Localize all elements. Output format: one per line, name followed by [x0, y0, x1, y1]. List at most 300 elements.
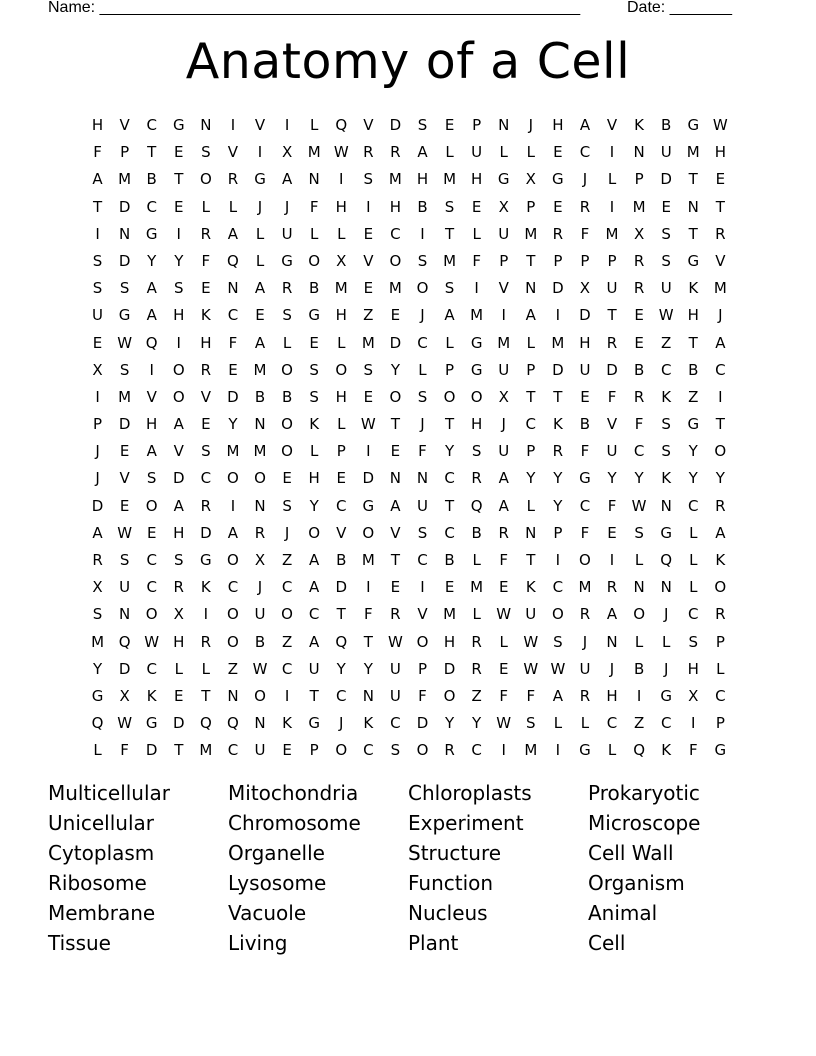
grid-letter[interactable]: B	[688, 360, 699, 379]
grid-letter[interactable]: T	[147, 143, 157, 162]
grid-letter[interactable]: V	[390, 523, 401, 542]
grid-letter[interactable]: S	[634, 523, 644, 542]
grid-letter[interactable]: J	[339, 714, 344, 733]
grid-letter[interactable]: A	[173, 496, 184, 515]
grid-letter[interactable]: T	[201, 686, 211, 705]
grid-letter[interactable]: R	[498, 523, 509, 542]
grid-letter[interactable]: O	[281, 415, 293, 434]
grid-letter[interactable]: E	[119, 496, 130, 515]
grid-letter[interactable]: O	[335, 741, 348, 760]
grid-letter[interactable]: M	[686, 143, 700, 162]
grid-letter[interactable]: R	[633, 387, 645, 406]
grid-letter[interactable]: J	[420, 415, 425, 434]
grid-letter[interactable]: A	[309, 551, 320, 569]
grid-letter[interactable]: R	[579, 605, 591, 624]
grid-letter[interactable]: O	[281, 605, 293, 624]
grid-letter[interactable]: C	[688, 605, 699, 624]
grid-letter[interactable]: G	[687, 116, 700, 134]
grid-letter[interactable]: S	[92, 251, 103, 270]
grid-letter[interactable]: C	[363, 741, 374, 760]
grid-letter[interactable]: T	[715, 197, 725, 216]
grid-letter[interactable]: O	[172, 360, 185, 379]
grid-letter[interactable]: P	[336, 442, 346, 461]
grid-letter[interactable]: G	[145, 714, 158, 733]
grid-letter[interactable]: C	[200, 469, 212, 488]
grid-letter[interactable]: E	[174, 143, 184, 162]
grid-letter[interactable]: L	[282, 333, 292, 352]
grid-letter[interactable]: L	[499, 143, 508, 162]
grid-letter[interactable]: L	[309, 224, 319, 243]
grid-letter[interactable]: N	[119, 605, 131, 624]
grid-letter[interactable]: N	[416, 469, 429, 488]
grid-letter[interactable]: Y	[634, 469, 644, 488]
grid-letter[interactable]: L	[634, 632, 644, 651]
grid-letter[interactable]: L	[418, 360, 427, 379]
grid-letter[interactable]: G	[91, 686, 104, 705]
grid-letter[interactable]: H	[606, 686, 618, 705]
grid-letter[interactable]: F	[526, 686, 536, 705]
grid-letter[interactable]: X	[254, 551, 266, 569]
grid-letter[interactable]: K	[661, 741, 672, 760]
grid-letter[interactable]: I	[95, 387, 100, 406]
grid-letter[interactable]: N	[687, 197, 699, 216]
grid-letter[interactable]: S	[417, 387, 428, 406]
grid-letter[interactable]: A	[227, 523, 239, 542]
grid-letter[interactable]: Z	[281, 551, 293, 569]
grid-letter[interactable]: L	[472, 551, 481, 569]
grid-letter[interactable]: F	[688, 741, 698, 760]
grid-letter[interactable]: P	[634, 170, 644, 189]
grid-letter[interactable]: T	[526, 387, 536, 406]
grid-letter[interactable]: O	[714, 442, 727, 461]
grid-letter[interactable]: V	[498, 279, 509, 298]
grid-letter[interactable]: D	[389, 333, 402, 352]
grid-letter[interactable]: R	[715, 496, 726, 515]
grid-letter[interactable]: P	[445, 360, 455, 379]
grid-letter[interactable]: S	[119, 279, 130, 298]
grid-letter[interactable]: B	[309, 279, 320, 298]
grid-letter[interactable]: D	[362, 469, 375, 488]
grid-letter[interactable]: A	[579, 116, 591, 134]
grid-letter[interactable]: L	[255, 224, 265, 243]
grid-letter[interactable]: L	[526, 333, 535, 352]
grid-letter[interactable]: T	[390, 551, 400, 569]
grid-letter[interactable]: T	[336, 605, 346, 624]
grid-letter[interactable]: G	[254, 170, 266, 189]
grid-letter[interactable]: R	[227, 170, 239, 189]
grid-letter[interactable]: L	[499, 632, 508, 651]
grid-letter[interactable]: W	[387, 632, 403, 651]
grid-letter[interactable]: O	[443, 686, 456, 705]
grid-letter[interactable]: L	[309, 442, 319, 461]
grid-letter[interactable]: S	[146, 469, 157, 488]
grid-letter[interactable]: B	[417, 197, 428, 216]
grid-letter[interactable]: T	[688, 170, 698, 189]
grid-letter[interactable]: F	[309, 197, 319, 216]
grid-letter[interactable]: M	[443, 170, 457, 189]
grid-letter[interactable]: D	[172, 469, 185, 488]
grid-letter[interactable]: J	[663, 659, 669, 678]
grid-letter[interactable]: A	[254, 333, 266, 352]
grid-letter[interactable]: J	[528, 116, 533, 134]
grid-letter[interactable]: A	[146, 279, 157, 298]
grid-letter[interactable]: E	[580, 387, 590, 406]
grid-letter[interactable]: L	[309, 116, 319, 134]
grid-letter[interactable]: E	[444, 578, 455, 597]
grid-letter[interactable]: U	[498, 224, 510, 243]
grid-letter[interactable]: N	[254, 415, 266, 434]
grid-letter[interactable]: C	[308, 605, 320, 624]
grid-letter[interactable]: G	[118, 306, 131, 325]
grid-letter[interactable]: X	[633, 224, 645, 243]
grid-letter[interactable]: Y	[444, 714, 455, 733]
grid-letter[interactable]: J	[501, 415, 506, 434]
grid-letter[interactable]: D	[660, 170, 672, 189]
grid-letter[interactable]: S	[471, 442, 482, 461]
grid-letter[interactable]: O	[227, 632, 239, 651]
grid-letter[interactable]: I	[609, 197, 615, 216]
grid-letter[interactable]: N	[606, 632, 618, 651]
grid-letter[interactable]: X	[173, 605, 184, 624]
grid-letter[interactable]: U	[498, 360, 510, 379]
grid-letter[interactable]: X	[92, 360, 103, 379]
grid-letter[interactable]: C	[336, 496, 347, 515]
grid-letter[interactable]: M	[388, 279, 402, 298]
grid-letter[interactable]: S	[444, 279, 455, 298]
grid-letter[interactable]: L	[337, 333, 346, 352]
grid-letter[interactable]: H	[173, 632, 185, 651]
grid-letter[interactable]: O	[308, 523, 321, 542]
grid-letter[interactable]: F	[580, 442, 590, 461]
grid-letter[interactable]: N	[200, 116, 212, 134]
grid-letter[interactable]: L	[337, 415, 346, 434]
grid-letter[interactable]: H	[579, 333, 591, 352]
grid-letter[interactable]: M	[226, 442, 240, 461]
grid-letter[interactable]: W	[117, 333, 133, 352]
grid-letter[interactable]: L	[689, 578, 698, 597]
grid-letter[interactable]: X	[579, 279, 591, 298]
grid-letter[interactable]: U	[498, 442, 510, 461]
grid-letter[interactable]: O	[389, 251, 402, 270]
grid-letter[interactable]: J	[284, 523, 290, 542]
grid-letter[interactable]: A	[227, 224, 239, 243]
grid-letter[interactable]: A	[146, 306, 157, 325]
grid-letter[interactable]: S	[661, 251, 671, 270]
grid-letter[interactable]: Q	[335, 632, 348, 651]
grid-letter[interactable]: S	[553, 632, 563, 651]
grid-letter[interactable]: P	[526, 197, 536, 216]
grid-letter[interactable]: S	[688, 632, 699, 651]
grid-letter[interactable]: F	[364, 605, 373, 624]
grid-letter[interactable]: Y	[336, 659, 346, 678]
grid-letter[interactable]: S	[201, 442, 211, 461]
grid-letter[interactable]: N	[633, 143, 645, 162]
grid-letter[interactable]: O	[254, 686, 266, 705]
grid-letter[interactable]: O	[714, 578, 727, 597]
grid-letter[interactable]: S	[309, 360, 319, 379]
grid-letter[interactable]: H	[470, 415, 483, 434]
grid-letter[interactable]: M	[334, 279, 348, 298]
grid-letter[interactable]: S	[174, 551, 184, 569]
grid-letter[interactable]: R	[552, 224, 564, 243]
grid-letter[interactable]: U	[579, 360, 591, 379]
grid-letter[interactable]: E	[715, 170, 726, 189]
grid-letter[interactable]: T	[444, 496, 455, 515]
grid-letter[interactable]: J	[95, 469, 100, 488]
grid-letter[interactable]: Z	[633, 714, 645, 733]
grid-letter[interactable]: I	[636, 686, 642, 705]
grid-letter[interactable]: E	[119, 442, 130, 461]
grid-letter[interactable]: P	[309, 741, 319, 760]
grid-letter[interactable]: C	[227, 578, 239, 597]
grid-letter[interactable]: E	[553, 143, 563, 162]
grid-letter[interactable]: F	[93, 143, 102, 162]
grid-letter[interactable]: Z	[281, 632, 293, 651]
grid-letter[interactable]: I	[339, 170, 344, 189]
grid-letter[interactable]: E	[228, 360, 238, 379]
grid-letter[interactable]: L	[689, 551, 698, 569]
grid-letter[interactable]: J	[420, 306, 425, 325]
grid-letter[interactable]: P	[580, 251, 590, 270]
grid-letter[interactable]: A	[525, 306, 536, 325]
grid-letter[interactable]: C	[281, 578, 293, 597]
grid-letter[interactable]: K	[688, 279, 699, 298]
grid-letter[interactable]: H	[91, 116, 104, 134]
grid-letter[interactable]: G	[687, 251, 700, 270]
grid-letter[interactable]: L	[255, 251, 265, 270]
grid-letter[interactable]: G	[714, 741, 727, 760]
grid-letter[interactable]: K	[715, 551, 726, 569]
grid-letter[interactable]: R	[471, 632, 482, 651]
grid-letter[interactable]: X	[498, 387, 509, 406]
grid-letter[interactable]: V	[417, 605, 428, 624]
grid-letter[interactable]: N	[362, 686, 374, 705]
grid-letter[interactable]: L	[634, 551, 644, 569]
grid-letter[interactable]: Y	[688, 442, 698, 461]
grid-letter[interactable]: C	[660, 714, 672, 733]
grid-letter[interactable]: C	[525, 415, 537, 434]
grid-letter[interactable]: S	[119, 360, 130, 379]
grid-letter[interactable]: M	[605, 224, 619, 243]
grid-letter[interactable]: T	[688, 224, 698, 243]
grid-letter[interactable]: G	[145, 224, 158, 243]
grid-letter[interactable]: I	[501, 306, 506, 325]
grid-letter[interactable]: I	[420, 224, 425, 243]
grid-letter[interactable]: G	[660, 686, 672, 705]
grid-letter[interactable]: M	[361, 551, 375, 569]
grid-letter[interactable]: E	[146, 523, 157, 542]
grid-letter[interactable]: U	[471, 143, 483, 162]
grid-letter[interactable]: R	[606, 578, 618, 597]
grid-letter[interactable]: Q	[145, 333, 158, 352]
grid-letter[interactable]: U	[119, 578, 131, 597]
grid-letter[interactable]: C	[606, 714, 618, 733]
grid-letter[interactable]: C	[417, 333, 428, 352]
grid-letter[interactable]: Y	[472, 714, 482, 733]
grid-letter[interactable]: A	[146, 442, 157, 461]
grid-letter[interactable]: S	[282, 306, 292, 325]
grid-letter[interactable]: D	[579, 306, 591, 325]
grid-letter[interactable]: E	[363, 387, 374, 406]
grid-letter[interactable]: S	[444, 197, 455, 216]
grid-letter[interactable]: T	[607, 306, 617, 325]
grid-letter[interactable]: D	[416, 714, 429, 733]
grid-letter[interactable]: X	[92, 578, 103, 597]
grid-letter[interactable]: R	[633, 279, 645, 298]
grid-letter[interactable]: I	[609, 143, 615, 162]
grid-letter[interactable]: H	[470, 170, 483, 189]
grid-letter[interactable]: W	[360, 415, 376, 434]
grid-letter[interactable]: I	[284, 116, 290, 134]
grid-letter[interactable]: B	[444, 551, 455, 569]
grid-letter[interactable]: F	[472, 251, 481, 270]
grid-letter[interactable]: Q	[227, 714, 239, 733]
grid-letter[interactable]: L	[607, 741, 617, 760]
grid-letter[interactable]: H	[173, 306, 185, 325]
grid-letter[interactable]: J	[257, 578, 263, 597]
grid-letter[interactable]: X	[688, 686, 699, 705]
grid-letter[interactable]: L	[201, 659, 211, 678]
grid-letter[interactable]: C	[444, 469, 455, 488]
grid-letter[interactable]: N	[660, 578, 672, 597]
grid-letter[interactable]: J	[257, 197, 263, 216]
grid-letter[interactable]: I	[230, 496, 236, 515]
grid-letter[interactable]: Y	[147, 251, 157, 270]
grid-letter[interactable]: O	[281, 360, 293, 379]
grid-letter[interactable]: Y	[390, 360, 400, 379]
grid-letter[interactable]: F	[201, 251, 211, 270]
grid-letter[interactable]: A	[390, 496, 401, 515]
grid-letter[interactable]: R	[606, 333, 618, 352]
grid-letter[interactable]: Z	[471, 686, 482, 705]
grid-letter[interactable]: O	[416, 632, 429, 651]
grid-letter[interactable]: U	[660, 279, 672, 298]
grid-letter[interactable]: C	[444, 523, 455, 542]
grid-letter[interactable]: L	[93, 741, 102, 760]
grid-letter[interactable]: H	[146, 415, 158, 434]
grid-letter[interactable]: O	[227, 605, 239, 624]
grid-letter[interactable]: I	[176, 224, 181, 243]
grid-letter[interactable]: Q	[118, 632, 131, 651]
grid-letter[interactable]: E	[363, 224, 374, 243]
grid-letter[interactable]: F	[228, 333, 238, 352]
grid-letter[interactable]: Z	[363, 306, 374, 325]
grid-letter[interactable]: O	[416, 279, 429, 298]
grid-letter[interactable]: O	[145, 496, 158, 515]
grid-letter[interactable]: C	[336, 686, 347, 705]
grid-letter[interactable]: N	[308, 170, 320, 189]
grid-letter[interactable]: V	[715, 251, 726, 270]
grid-letter[interactable]: K	[552, 415, 563, 434]
grid-letter[interactable]: U	[281, 224, 293, 243]
grid-letter[interactable]: C	[715, 360, 726, 379]
grid-letter[interactable]: E	[174, 686, 184, 705]
grid-letter[interactable]: T	[92, 197, 103, 216]
grid-letter[interactable]: W	[144, 632, 160, 651]
grid-letter[interactable]: M	[118, 170, 132, 189]
grid-letter[interactable]: Y	[526, 469, 536, 488]
grid-letter[interactable]: W	[523, 632, 539, 651]
grid-letter[interactable]: C	[146, 659, 157, 678]
grid-letter[interactable]: R	[390, 605, 401, 624]
grid-letter[interactable]: G	[308, 306, 320, 325]
grid-letter[interactable]: T	[526, 551, 536, 569]
grid-letter[interactable]: I	[203, 605, 209, 624]
grid-letter[interactable]: E	[390, 306, 401, 325]
grid-letter[interactable]: D	[118, 659, 131, 678]
grid-letter[interactable]: F	[580, 523, 590, 542]
grid-letter[interactable]: I	[691, 714, 696, 733]
grid-letter[interactable]: Q	[660, 551, 673, 569]
grid-letter[interactable]: R	[200, 360, 212, 379]
grid-letter[interactable]: T	[553, 387, 563, 406]
grid-letter[interactable]: S	[363, 170, 374, 189]
grid-letter[interactable]: A	[606, 605, 618, 624]
grid-letter[interactable]: S	[282, 496, 292, 515]
grid-letter[interactable]: R	[200, 496, 212, 515]
grid-letter[interactable]: E	[255, 306, 265, 325]
grid-letter[interactable]: M	[361, 333, 375, 352]
grid-letter[interactable]: K	[309, 415, 320, 434]
grid-letter[interactable]: S	[661, 442, 671, 461]
grid-letter[interactable]: N	[498, 116, 510, 134]
grid-letter[interactable]: I	[230, 116, 236, 134]
grid-letter[interactable]: O	[551, 605, 564, 624]
grid-letter[interactable]: R	[200, 632, 212, 651]
grid-letter[interactable]: N	[525, 523, 537, 542]
grid-letter[interactable]: R	[200, 224, 212, 243]
grid-letter[interactable]: D	[91, 496, 104, 515]
grid-letter[interactable]: Q	[227, 251, 239, 270]
grid-letter[interactable]: R	[173, 578, 184, 597]
grid-letter[interactable]: D	[200, 523, 212, 542]
grid-letter[interactable]: M	[91, 632, 105, 651]
grid-letter[interactable]: T	[526, 251, 536, 270]
grid-letter[interactable]: M	[578, 578, 592, 597]
grid-letter[interactable]: O	[633, 605, 645, 624]
grid-letter[interactable]: E	[336, 469, 346, 488]
grid-letter[interactable]: S	[201, 143, 211, 162]
grid-letter[interactable]: W	[550, 659, 566, 678]
grid-letter[interactable]: Q	[91, 714, 104, 733]
grid-letter[interactable]: E	[282, 469, 292, 488]
grid-letter[interactable]: B	[633, 659, 645, 678]
grid-letter[interactable]: I	[284, 686, 290, 705]
grid-letter[interactable]: I	[149, 360, 154, 379]
grid-letter[interactable]: J	[663, 605, 669, 624]
grid-letter[interactable]: P	[553, 523, 563, 542]
grid-letter[interactable]: E	[553, 197, 563, 216]
grid-letter[interactable]: S	[174, 279, 184, 298]
grid-letter[interactable]: W	[658, 306, 674, 325]
grid-letter[interactable]: V	[173, 442, 184, 461]
grid-letter[interactable]: R	[579, 686, 591, 705]
grid-letter[interactable]: H	[687, 659, 699, 678]
grid-letter[interactable]: E	[390, 578, 401, 597]
grid-letter[interactable]: F	[634, 415, 644, 434]
grid-letter[interactable]: A	[498, 496, 509, 515]
grid-letter[interactable]: P	[93, 415, 103, 434]
grid-letter[interactable]: M	[443, 605, 457, 624]
grid-letter[interactable]: A	[281, 170, 293, 189]
grid-letter[interactable]: B	[254, 632, 266, 651]
grid-letter[interactable]: N	[660, 496, 672, 515]
grid-letter[interactable]: M	[118, 387, 132, 406]
grid-letter[interactable]: A	[715, 333, 726, 352]
grid-letter[interactable]: H	[173, 523, 185, 542]
grid-letter[interactable]: O	[416, 741, 429, 760]
grid-letter[interactable]: R	[471, 469, 482, 488]
